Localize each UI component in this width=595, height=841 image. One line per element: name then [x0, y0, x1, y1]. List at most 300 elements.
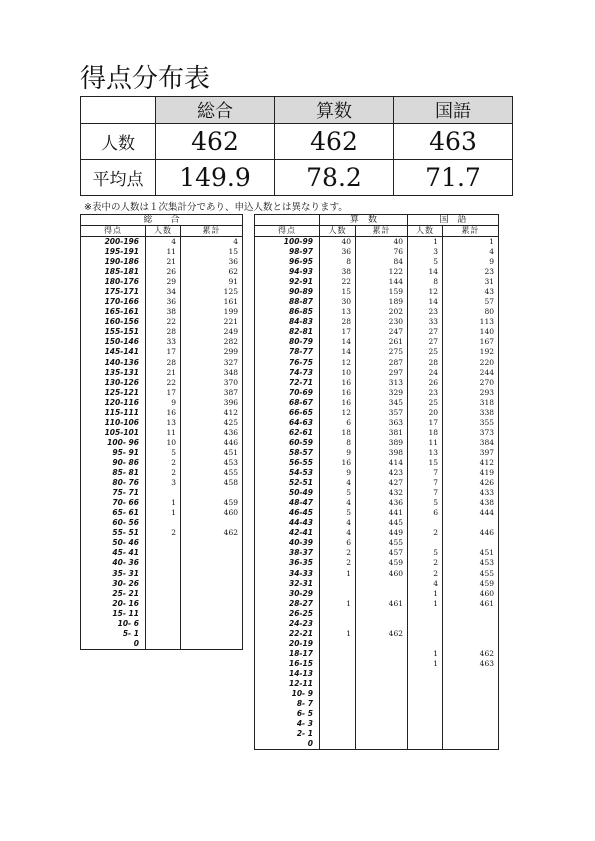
- sansu-cumulative-cell: 436: [356, 498, 408, 508]
- sansu-cumulative-cell: 230: [356, 317, 408, 327]
- sansu-count-cell: [320, 649, 356, 659]
- kokugo-count-cell: 3: [408, 247, 443, 257]
- distribution-table-sansu-kokugo: [254, 214, 499, 750]
- table-row: [81, 518, 243, 528]
- table-row: [255, 589, 499, 599]
- kokugo-cumulative-cell: 140: [443, 327, 499, 337]
- table-row: [255, 558, 499, 568]
- count-cell: 34: [146, 287, 181, 297]
- summary-value: 78.2: [275, 160, 394, 196]
- count-cell: 17: [146, 347, 181, 357]
- sansu-cumulative-cell: [356, 729, 408, 739]
- cumulative-cell: [181, 548, 243, 558]
- score-range-cell: 60-59: [255, 438, 320, 448]
- cumulative-cell: 453: [181, 458, 243, 468]
- sansu-count-cell: 22: [320, 277, 356, 287]
- sansu-cumulative-cell: 459: [356, 558, 408, 568]
- table-row: [255, 237, 499, 248]
- count-cell: [146, 558, 181, 568]
- kokugo-count-cell: 20: [408, 408, 443, 418]
- sansu-count-cell: 1: [320, 599, 356, 609]
- table-row: [81, 569, 243, 579]
- score-range-cell: 92-91: [255, 277, 320, 287]
- score-range-cell: 48-47: [255, 498, 320, 508]
- table-row: [255, 468, 499, 478]
- score-range-cell: 150-146: [81, 337, 146, 347]
- cumulative-cell: 327: [181, 358, 243, 368]
- kokugo-cumulative-cell: 4: [443, 247, 499, 257]
- table-row: [255, 378, 499, 388]
- table-row: [255, 358, 499, 368]
- sansu-cumulative-cell: 455: [356, 538, 408, 548]
- kokugo-cumulative-cell: 460: [443, 589, 499, 599]
- column-header-score: 得点: [81, 226, 146, 237]
- cumulative-cell: 387: [181, 388, 243, 398]
- table-row: [255, 428, 499, 438]
- score-range-cell: 30-29: [255, 589, 320, 599]
- score-range-cell: 56-55: [255, 458, 320, 468]
- kokugo-count-cell: [408, 538, 443, 548]
- kokugo-cumulative-cell: [443, 538, 499, 548]
- score-range-cell: 80-79: [255, 337, 320, 347]
- sansu-cumulative-cell: 275: [356, 347, 408, 357]
- kokugo-count-cell: 27: [408, 327, 443, 337]
- sansu-cumulative-cell: 297: [356, 368, 408, 378]
- score-range-cell: 76-75: [255, 358, 320, 368]
- score-range-cell: 68-67: [255, 398, 320, 408]
- count-cell: [146, 538, 181, 548]
- sansu-cumulative-cell: [356, 739, 408, 750]
- table-row: [81, 629, 243, 639]
- kokugo-count-cell: [408, 669, 443, 679]
- sansu-cumulative-cell: 159: [356, 287, 408, 297]
- sansu-cumulative-cell: 462: [356, 629, 408, 639]
- kokugo-cumulative-cell: 23: [443, 267, 499, 277]
- kokugo-cumulative-cell: 220: [443, 358, 499, 368]
- kokugo-count-cell: 18: [408, 428, 443, 438]
- cumulative-cell: 282: [181, 337, 243, 347]
- table-row: [81, 347, 243, 357]
- sansu-count-cell: [320, 679, 356, 689]
- sansu-count-cell: 8: [320, 257, 356, 267]
- count-cell: 2: [146, 458, 181, 468]
- cumulative-cell: 62: [181, 267, 243, 277]
- count-cell: 28: [146, 327, 181, 337]
- sansu-count-cell: [320, 709, 356, 719]
- score-range-cell: 145-141: [81, 347, 146, 357]
- kokugo-cumulative-cell: 57: [443, 297, 499, 307]
- sansu-cumulative-cell: [356, 679, 408, 689]
- summary-subject-sansu: 算数: [275, 97, 394, 124]
- table-row: [255, 639, 499, 649]
- score-range-cell: 65- 61: [81, 508, 146, 518]
- cumulative-cell: 412: [181, 408, 243, 418]
- cumulative-cell: [181, 639, 243, 650]
- sansu-count-cell: [320, 639, 356, 649]
- kokugo-count-cell: [408, 639, 443, 649]
- score-range-cell: 25- 21: [81, 589, 146, 599]
- table-row: [255, 267, 499, 277]
- sansu-cumulative-cell: [356, 609, 408, 619]
- score-range-cell: 45- 41: [81, 548, 146, 558]
- kokugo-cumulative-cell: 244: [443, 368, 499, 378]
- summary-table: [80, 96, 513, 196]
- table-row: [81, 639, 243, 650]
- table-row: [255, 599, 499, 609]
- table-row: [81, 408, 243, 418]
- table-row: [81, 337, 243, 347]
- sansu-cumulative-cell: 76: [356, 247, 408, 257]
- score-range-cell: 14-13: [255, 669, 320, 679]
- kokugo-count-cell: 1: [408, 237, 443, 248]
- kokugo-count-cell: [408, 609, 443, 619]
- sansu-count-cell: 36: [320, 247, 356, 257]
- table-row: [81, 237, 243, 248]
- sansu-count-cell: 30: [320, 297, 356, 307]
- cumulative-cell: 459: [181, 498, 243, 508]
- kokugo-cumulative-cell: [443, 609, 499, 619]
- kokugo-count-cell: 5: [408, 498, 443, 508]
- table-row: [255, 528, 499, 538]
- sansu-cumulative-cell: [356, 709, 408, 719]
- table-row: [255, 478, 499, 488]
- column-header-sansu-cumulative: 累計: [356, 226, 408, 237]
- count-cell: 21: [146, 257, 181, 267]
- table-row: [81, 257, 243, 267]
- score-range-cell: 4- 3: [255, 719, 320, 729]
- score-range-cell: 135-131: [81, 368, 146, 378]
- score-range-cell: 58-57: [255, 448, 320, 458]
- score-range-cell: 120-116: [81, 398, 146, 408]
- cumulative-cell: 199: [181, 307, 243, 317]
- kokugo-count-cell: 33: [408, 317, 443, 327]
- table-row: [81, 448, 243, 458]
- kokugo-count-cell: 4: [408, 579, 443, 589]
- table-row: [81, 589, 243, 599]
- table-row: [81, 368, 243, 378]
- score-range-cell: 10- 9: [255, 689, 320, 699]
- kokugo-cumulative-cell: 43: [443, 287, 499, 297]
- sansu-cumulative-cell: 389: [356, 438, 408, 448]
- score-range-cell: 26-25: [255, 609, 320, 619]
- kokugo-cumulative-cell: [443, 699, 499, 709]
- table-row: [255, 679, 499, 689]
- kokugo-cumulative-cell: 463: [443, 659, 499, 669]
- kokugo-count-cell: [408, 719, 443, 729]
- kokugo-count-cell: 27: [408, 337, 443, 347]
- table-row: [255, 498, 499, 508]
- sansu-count-cell: 4: [320, 528, 356, 538]
- table-row: [255, 368, 499, 378]
- cumulative-cell: 458: [181, 478, 243, 488]
- score-range-cell: 64-63: [255, 418, 320, 428]
- summary-header-row: [81, 97, 513, 124]
- table-row: [81, 307, 243, 317]
- table-row: [255, 538, 499, 548]
- sansu-cumulative-cell: 357: [356, 408, 408, 418]
- table-row: [255, 548, 499, 558]
- kokugo-count-cell: 5: [408, 548, 443, 558]
- score-range-cell: 72-71: [255, 378, 320, 388]
- count-cell: 1: [146, 498, 181, 508]
- sansu-cumulative-cell: [356, 689, 408, 699]
- kokugo-cumulative-cell: 426: [443, 478, 499, 488]
- cumulative-cell: 396: [181, 398, 243, 408]
- kokugo-cumulative-cell: 444: [443, 508, 499, 518]
- cumulative-cell: [181, 609, 243, 619]
- kokugo-count-cell: 14: [408, 297, 443, 307]
- count-cell: 17: [146, 388, 181, 398]
- table-row: [255, 448, 499, 458]
- sansu-cumulative-cell: [356, 589, 408, 599]
- kokugo-cumulative-cell: [443, 639, 499, 649]
- count-cell: [146, 518, 181, 528]
- kokugo-count-cell: 12: [408, 287, 443, 297]
- score-range-cell: 40-39: [255, 538, 320, 548]
- sansu-cumulative-cell: 313: [356, 378, 408, 388]
- sansu-count-cell: [320, 689, 356, 699]
- sansu-count-cell: 18: [320, 428, 356, 438]
- cumulative-cell: 425: [181, 418, 243, 428]
- sansu-cumulative-cell: 414: [356, 458, 408, 468]
- kokugo-count-cell: 8: [408, 277, 443, 287]
- kokugo-count-cell: 7: [408, 478, 443, 488]
- table-row: [81, 418, 243, 428]
- kokugo-cumulative-cell: 384: [443, 438, 499, 448]
- sansu-count-cell: [320, 579, 356, 589]
- table-row: [81, 508, 243, 518]
- table-row: [81, 619, 243, 629]
- score-range-cell: 32-31: [255, 579, 320, 589]
- kokugo-cumulative-cell: 455: [443, 569, 499, 579]
- sansu-cumulative-cell: 423: [356, 468, 408, 478]
- summary-row-label: 平均点: [81, 160, 156, 196]
- score-range-cell: 60- 56: [81, 518, 146, 528]
- cumulative-cell: 370: [181, 378, 243, 388]
- kokugo-cumulative-cell: 293: [443, 388, 499, 398]
- kokugo-count-cell: 17: [408, 418, 443, 428]
- score-range-cell: 155-151: [81, 327, 146, 337]
- header-blank-cell: [255, 215, 320, 226]
- sansu-cumulative-cell: [356, 619, 408, 629]
- summary-row-average: [81, 160, 513, 196]
- score-range-cell: 94-93: [255, 267, 320, 277]
- table-row: [81, 548, 243, 558]
- score-range-cell: 74-73: [255, 368, 320, 378]
- cumulative-cell: 15: [181, 247, 243, 257]
- score-range-cell: 16-15: [255, 659, 320, 669]
- sansu-cumulative-cell: 287: [356, 358, 408, 368]
- sansu-count-cell: 1: [320, 569, 356, 579]
- kokugo-count-cell: 23: [408, 307, 443, 317]
- kokugo-cumulative-cell: [443, 709, 499, 719]
- table-row: [81, 579, 243, 589]
- table-row: [255, 257, 499, 267]
- sansu-cumulative-cell: 460: [356, 569, 408, 579]
- score-range-cell: 160-156: [81, 317, 146, 327]
- score-range-cell: 170-166: [81, 297, 146, 307]
- count-cell: [146, 619, 181, 629]
- score-range-cell: 35- 31: [81, 569, 146, 579]
- kokugo-cumulative-cell: 397: [443, 448, 499, 458]
- kokugo-cumulative-cell: 9: [443, 257, 499, 267]
- cumulative-cell: 125: [181, 287, 243, 297]
- sansu-count-cell: 28: [320, 317, 356, 327]
- cumulative-cell: 161: [181, 297, 243, 307]
- summary-row-count: [81, 124, 513, 160]
- summary-subject-sogo: 総合: [156, 97, 275, 124]
- sansu-cumulative-cell: 441: [356, 508, 408, 518]
- sansu-count-cell: 9: [320, 468, 356, 478]
- table-row: [255, 388, 499, 398]
- table-row: [255, 408, 499, 418]
- summary-value: 462: [275, 124, 394, 160]
- table-row: [255, 458, 499, 468]
- table-row: [255, 247, 499, 257]
- kokugo-count-cell: [408, 699, 443, 709]
- sansu-cumulative-cell: [356, 669, 408, 679]
- kokugo-cumulative-cell: 459: [443, 579, 499, 589]
- kokugo-count-cell: 2: [408, 569, 443, 579]
- kokugo-count-cell: [408, 739, 443, 750]
- table-row: [81, 327, 243, 337]
- count-cell: 22: [146, 378, 181, 388]
- table-row: [255, 729, 499, 739]
- score-range-cell: 115-111: [81, 408, 146, 418]
- page-title: 得点分布表: [80, 64, 211, 94]
- cumulative-cell: [181, 538, 243, 548]
- sansu-cumulative-cell: [356, 659, 408, 669]
- sansu-count-cell: 1: [320, 629, 356, 639]
- kokugo-cumulative-cell: [443, 729, 499, 739]
- sansu-count-cell: 4: [320, 478, 356, 488]
- score-range-cell: 200-196: [81, 237, 146, 248]
- cumulative-cell: [181, 589, 243, 599]
- sansu-count-cell: 16: [320, 388, 356, 398]
- kokugo-cumulative-cell: 462: [443, 649, 499, 659]
- score-range-cell: 90-89: [255, 287, 320, 297]
- table-header-row: [255, 215, 499, 226]
- table-row: [255, 277, 499, 287]
- sansu-cumulative-cell: 457: [356, 548, 408, 558]
- score-range-cell: 88-87: [255, 297, 320, 307]
- table-row: [81, 277, 243, 287]
- cumulative-cell: 460: [181, 508, 243, 518]
- score-range-cell: 66-65: [255, 408, 320, 418]
- table-row: [81, 599, 243, 609]
- kokugo-cumulative-cell: 1: [443, 237, 499, 248]
- score-range-cell: 100-99: [255, 237, 320, 248]
- kokugo-cumulative-cell: 433: [443, 488, 499, 498]
- count-cell: 13: [146, 418, 181, 428]
- cumulative-cell: 451: [181, 448, 243, 458]
- table-row: [81, 287, 243, 297]
- score-range-cell: 140-136: [81, 358, 146, 368]
- sansu-count-cell: 5: [320, 508, 356, 518]
- cumulative-cell: 299: [181, 347, 243, 357]
- kokugo-cumulative-cell: 412: [443, 458, 499, 468]
- sansu-count-cell: 5: [320, 488, 356, 498]
- table-row: [255, 649, 499, 659]
- kokugo-cumulative-cell: 461: [443, 599, 499, 609]
- sansu-count-cell: 12: [320, 408, 356, 418]
- kokugo-cumulative-cell: 438: [443, 498, 499, 508]
- score-range-cell: 100- 96: [81, 438, 146, 448]
- sansu-count-cell: 8: [320, 438, 356, 448]
- sansu-cumulative-cell: 189: [356, 297, 408, 307]
- table-row: [255, 438, 499, 448]
- table-row: [81, 468, 243, 478]
- score-range-cell: 20- 16: [81, 599, 146, 609]
- kokugo-count-cell: 14: [408, 267, 443, 277]
- score-range-cell: 90- 86: [81, 458, 146, 468]
- sansu-count-cell: [320, 669, 356, 679]
- sansu-count-cell: 40: [320, 237, 356, 248]
- kokugo-count-cell: 24: [408, 368, 443, 378]
- table-row: [255, 508, 499, 518]
- cumulative-cell: [181, 599, 243, 609]
- table-row: [255, 689, 499, 699]
- score-range-cell: 110-106: [81, 418, 146, 428]
- cumulative-cell: 221: [181, 317, 243, 327]
- kokugo-count-cell: 6: [408, 508, 443, 518]
- table-title-sogo: 総 合: [81, 215, 243, 226]
- table-row: [255, 609, 499, 619]
- sansu-cumulative-cell: 381: [356, 428, 408, 438]
- score-range-cell: 195-191: [81, 247, 146, 257]
- score-range-cell: 180-176: [81, 277, 146, 287]
- kokugo-cumulative-cell: 419: [443, 468, 499, 478]
- kokugo-cumulative-cell: 270: [443, 378, 499, 388]
- cumulative-cell: 446: [181, 438, 243, 448]
- sansu-count-cell: [320, 699, 356, 709]
- count-cell: 11: [146, 428, 181, 438]
- table-row: [81, 428, 243, 438]
- table-row: [255, 418, 499, 428]
- score-range-cell: 55- 51: [81, 528, 146, 538]
- sansu-cumulative-cell: 445: [356, 518, 408, 528]
- sansu-count-cell: 4: [320, 498, 356, 508]
- sansu-count-cell: 16: [320, 378, 356, 388]
- kokugo-cumulative-cell: 451: [443, 548, 499, 558]
- table-row: [81, 609, 243, 619]
- table-row: [255, 287, 499, 297]
- count-cell: 9: [146, 398, 181, 408]
- score-range-cell: 22-21: [255, 629, 320, 639]
- kokugo-count-cell: 2: [408, 558, 443, 568]
- table-row: [81, 388, 243, 398]
- table-row: [81, 488, 243, 498]
- kokugo-cumulative-cell: 453: [443, 558, 499, 568]
- table-row: [255, 629, 499, 639]
- kokugo-cumulative-cell: [443, 669, 499, 679]
- score-range-cell: 86-85: [255, 307, 320, 317]
- score-range-cell: 30- 26: [81, 579, 146, 589]
- cumulative-cell: 36: [181, 257, 243, 267]
- table-row: [255, 699, 499, 709]
- kokugo-cumulative-cell: 192: [443, 347, 499, 357]
- score-range-cell: 175-171: [81, 287, 146, 297]
- score-range-cell: 70-69: [255, 388, 320, 398]
- sansu-cumulative-cell: 345: [356, 398, 408, 408]
- table-row: [81, 297, 243, 307]
- cumulative-cell: 436: [181, 428, 243, 438]
- score-range-cell: 165-161: [81, 307, 146, 317]
- score-range-cell: 34-33: [255, 569, 320, 579]
- column-header-kokugo-cumulative: 累計: [443, 226, 499, 237]
- table-row: [81, 317, 243, 327]
- count-cell: 2: [146, 528, 181, 538]
